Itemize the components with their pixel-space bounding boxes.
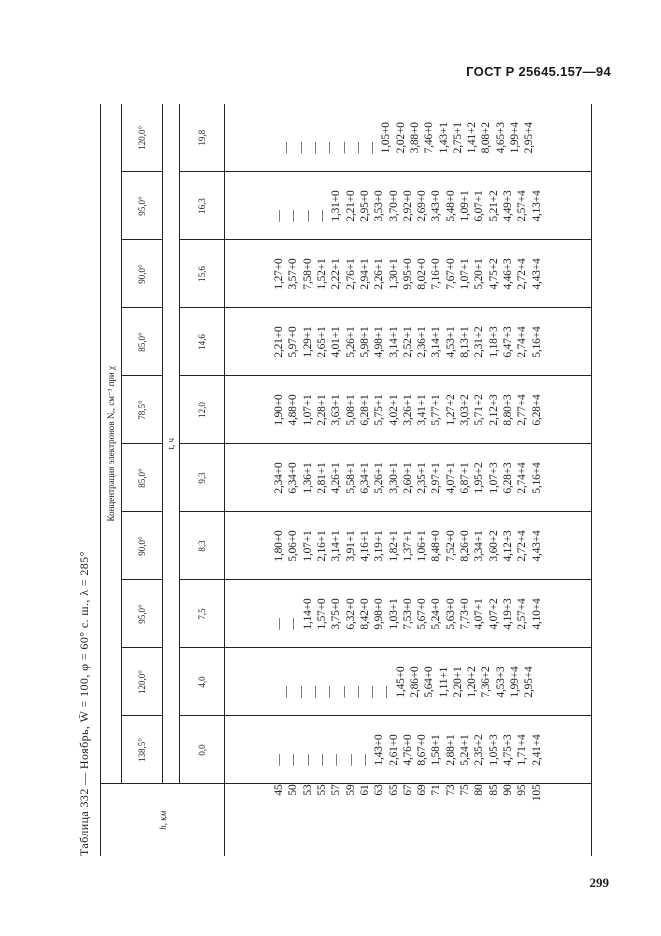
value-column-8	[225, 172, 592, 240]
value-column-text-3: 1,80+0 5,06+0 1,07+1 2,16+1 3,14+1 3,91+1 4,16+1 3,19+1 1,82+1 1,37+1 1,06+1 8,48+0 7,52+0 8,26+0 3,34+1 3,60+2 4,12+3 2,72+4 4,43+4	[273, 530, 543, 562]
chi-header-4: 85,0°	[122, 444, 163, 512]
height-column-header: h, км	[101, 784, 225, 856]
electron-concentration-table	[100, 104, 592, 856]
chi-header-8: 95,0°	[122, 172, 163, 240]
document-header: ГОСТ Р 25645.157—94	[466, 64, 611, 79]
value-column-7	[225, 240, 592, 308]
page-number: 299	[589, 875, 609, 890]
t-header-1: 4,0	[180, 648, 225, 716]
value-column-text-6: 2,21+0 5,97+0 1,29+1 2,65+1 4,01+1 5,26+1 5,98+1 4,98+1 3,14+1 2,52+1 2,36+1 3,14+1 4,53+1 8,13+1 2,31+2 1,18+3 6,47+3 2,74+4 5,16+4	[273, 326, 543, 358]
chi-header-3: 90,0°	[122, 512, 163, 580]
chi-header-row	[122, 104, 163, 856]
chi-header-9: 120,0°	[122, 104, 163, 172]
table-caption: Таблица 332 — Ноябрь, W̄ = 100, φ = 60° с. ш., λ = 285°	[77, 551, 91, 856]
value-column-0	[225, 716, 592, 784]
value-column-text-8: — — — — 1,31+0 2,21+0 2,95+0 3,53+0 3,70+0 2,92+0 2,69+0 3,43+0 5,48+0 1,09+1 6,07+1 5,21+2 4,49+3 2,57+4 4,13+4	[273, 190, 543, 222]
local-time-header: t, ч	[163, 104, 180, 784]
height-values: 45 50 53 55 57 59 61 63 65 67 69 71 73 75 80 85 90 95 105	[273, 784, 543, 802]
t-header-2: 7,5	[180, 580, 225, 648]
value-column-text-0: — — — — — — — 1,43+0 2,61+0 4,76+0 8,67+0 1,58+1 2,88+1 5,24+1 2,35+2 1,05+3 4,75+3 1,71+4 2,41+4	[273, 734, 543, 766]
value-column-1	[225, 648, 592, 716]
chi-header-0: 138,5°	[122, 716, 163, 784]
value-column-text-5: 1,90+0 4,88+0 1,07+1 2,28+1 3,63+1 5,08+1 6,28+1 5,75+1 4,02+1 3,26+1 3,41+1 5,77+1 1,27+2 3,03+2 5,71+2 2,12+3 8,80+3 2,77+4 6,28+4	[273, 394, 543, 426]
time-header-row	[180, 104, 225, 856]
value-column-6	[225, 308, 592, 376]
t-header-3: 8,3	[180, 512, 225, 580]
value-column-text-2: — — 1,14+0 1,57+0 3,75+0 6,32+0 8,42+0 9,98+0 1,03+1 7,53+0 5,67+0 5,24+0 5,63+0 7,73+0 4,07+1 4,07+2 4,19+3 2,57+4 4,10+4	[273, 598, 543, 630]
values-row	[225, 104, 592, 856]
value-column-2	[225, 580, 592, 648]
value-column-text-9: — — — — — — — 1,05+0 2,02+0 3,88+0 7,46+0 1,43+1 2,75+1 1,41+2 8,08+2 4,65+3 1,99+4 2,95+4	[280, 122, 536, 154]
t-header-8: 16,3	[180, 172, 225, 240]
rotated-table-block	[72, 104, 597, 856]
chi-header-2: 95,0°	[122, 580, 163, 648]
chi-header-6: 85,0°	[122, 308, 163, 376]
t-header-4: 9,3	[180, 444, 225, 512]
value-column-9	[225, 104, 592, 172]
height-values-cell	[225, 784, 592, 856]
t-header-6: 14,6	[180, 308, 225, 376]
value-column-text-1: — — — — — — — — 1,45+0 2,86+0 5,64+0 1,11+1 2,20+1 1,20+2 7,36+2 4,53+3 1,99+4 2,95+4	[280, 666, 536, 698]
value-column-5	[225, 376, 592, 444]
chi-header-7: 90,0°	[122, 240, 163, 308]
value-column-text-7: 1,27+0 3,57+0 7,58+0 1,52+1 2,22+1 2,76+1 2,94+1 2,26+1 1,30+1 9,95+0 8,02+0 7,16+0 7,67+0 1,07+1 5,20+1 4,75+2 4,46+3 2,72+4 4,43+4	[273, 258, 543, 290]
t-header-9: 19,8	[180, 104, 225, 172]
chi-header-1: 120,0°	[122, 648, 163, 716]
t-header-7: 15,6	[180, 240, 225, 308]
value-column-4	[225, 444, 592, 512]
value-column-3	[225, 512, 592, 580]
group-header: Концентрация электронов Nₑ, см⁻³ при χ	[101, 104, 122, 784]
t-header-5: 12,0	[180, 376, 225, 444]
chi-header-5: 78,5°	[122, 376, 163, 444]
value-column-text-4: 2,34+0 6,34+0 1,36+1 2,81+1 4,26+1 5,58+1 6,34+1 5,26+1 3,30+1 2,60+1 2,35+1 2,97+1 4,07+1 6,87+1 1,95+2 1,07+3 6,28+3 2,74+4 5,16+4	[273, 462, 543, 494]
t-header-0: 0,0	[180, 716, 225, 784]
